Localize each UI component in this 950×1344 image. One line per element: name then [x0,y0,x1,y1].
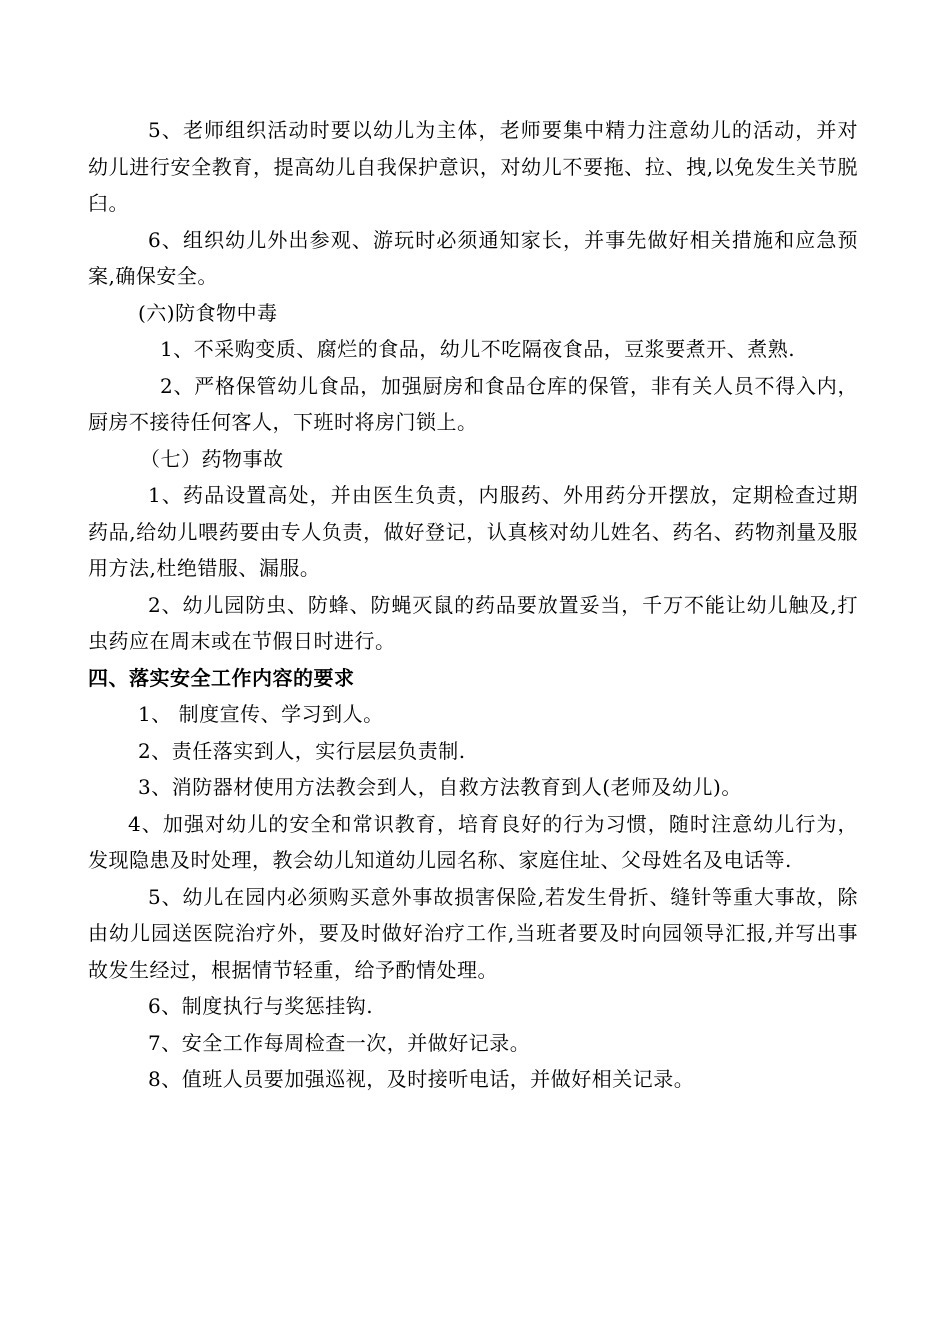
subheading-medicine-accident: （七）药物事故 [140,446,284,471]
section-heading-requirements: 四、落实安全工作内容的要求 [88,665,355,690]
paragraph-medicine-1: 1、药品设置高处，并由医生负责，内服药、外用药分开摆放，定期检查过期药品,给幼儿喂药要由专人负责，做好登记，认真核对幼儿姓名、药名、药物剂量及服用方法,杜绝错服、漏服。 [88,483,858,580]
paragraph-requirement-2: 2、责任落实到人，实行层层负责制. [138,738,466,763]
paragraph-medicine-2: 2、幼儿园防虫、防蜂、防蝇灭鼠的药品要放置妥当，千万不能让幼儿触及,打虫药应在周末或在节假日时进行。 [88,592,858,653]
paragraph-requirement-3: 3、消防器材使用方法教会到人，自救方法教育到人(老师及幼儿)。 [138,775,742,799]
subheading-food-poisoning: (六)防食物中毒 [138,300,278,325]
paragraph-requirement-1: 1、 制度宣传、学习到人。 [138,702,384,726]
paragraph-outing-safety: 6、组织幼儿外出参观、游玩时必须通知家长，并事先做好相关措施和应急预案,确保安全。 [88,227,858,288]
paragraph-food-1: 1、不采购变质、腐烂的食品，幼儿不吃隔夜食品，豆浆要煮开、煮熟. [160,337,796,361]
paragraph-requirement-8: 8、值班人员要加强巡视，及时接听电话，并做好相关记录。 [148,1067,695,1091]
paragraph-requirement-4: 4、加强对幼儿的安全和常识教育，培育良好的行为习惯，随时注意幼儿行为，发现隐患及时处理，教会幼儿知道幼儿园名称、家庭住址、父母姓名及电话等. [88,811,858,872]
paragraph-activity-safety: 5、老师组织活动时要以幼儿为主体，老师要集中精力注意幼儿的活动，并对幼儿进行安全教育，提高幼儿自我保护意识，对幼儿不要拖、拉、拽,以免发生关节脱臼。 [88,118,858,215]
document-page [88,112,858,1098]
paragraph-requirement-7: 7、安全工作每周检查一次，并做好记录。 [148,1030,531,1055]
paragraph-requirement-5: 5、幼儿在园内必须购买意外事故损害保险,若发生骨折、缝针等重大事故，除由幼儿园送医院治疗外，要及时做好治疗工作,当班者要及时向园领导汇报,并写出事故发生经过，根据情节轻重，给予酌情处理。 [88,884,858,982]
paragraph-requirement-6: 6、制度执行与奖惩挂钩. [148,994,374,1018]
paragraph-food-2: 2、严格保管幼儿食品，加强厨房和食品仓库的保管，非有关人员不得入内，厨房不接待任何客人，下班时将房门锁上。 [88,373,858,434]
